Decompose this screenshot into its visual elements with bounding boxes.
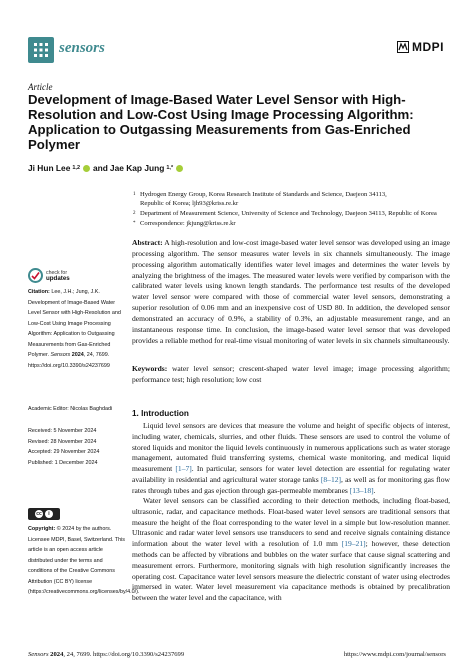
author-affiliation-ref: 1,* bbox=[166, 165, 174, 171]
citation-block bbox=[28, 287, 128, 371]
publication-dates bbox=[28, 426, 128, 468]
cc-icon: cc bbox=[36, 511, 42, 517]
footer-journal-url[interactable]: https://www.mdpi.com/journal/sensors bbox=[343, 651, 446, 658]
by-icon: i bbox=[45, 510, 53, 518]
paragraph bbox=[132, 496, 450, 604]
copyright-label: Copyright: bbox=[28, 526, 56, 532]
check-updates-line2: updates bbox=[46, 274, 70, 282]
abstract-label: Abstract: bbox=[132, 238, 163, 247]
received-date: Received: 5 November 2024 bbox=[28, 428, 97, 434]
citation-journal: Sensors bbox=[50, 352, 71, 358]
correspondence bbox=[133, 219, 450, 228]
check-updates-icon bbox=[28, 268, 43, 283]
check-for-updates-button[interactable] bbox=[28, 268, 70, 283]
body-text-run: Liquid level sensors are devices that measure the volume and height of specific objects of interest, including water, chemicals, slurries, and other fluids. These sensors are used to control the volume of stored liquids and monitor the liquid levels continuously in numerous applications such as water storage management, automated fluid transferring systems, chemical waste monitoring, and medical liquid measurement bbox=[132, 421, 450, 474]
paragraph-runs bbox=[132, 496, 450, 602]
abstract-text: A high-resolution and low-cost image-based water level sensor was developed using an image processing algorithm. The sensor measures water levels in six channels simultaneously. The image processing algorithm automatically identifies water level images and determines the water levels by analyzing the brightness of the images. The measured water levels were verified by comparison with the calibrated water levels using known length standards. The performance test results of the developed water level sensor were compared with those of commercial water level sensors, demonstrating a superior resolution of 0.06 mm and an inexpensive cost of USD 80. In addition, the developed sensor demonstrated an accuracy of 0.9%, a stability of 0.3%, an adjustable measurement range, and an instantaneous response time. In conclusion, the image-based water level sensor that was developed provides a reliable method for real-time visual monitoring of water levels in six channels simultaneously. bbox=[132, 238, 450, 345]
author-name[interactable]: Jae Kap Jung bbox=[109, 163, 165, 173]
citation-doi[interactable]: , 24, 7699. https://doi.org/10.3390/s24237699 bbox=[28, 352, 110, 369]
body-text-run: . In particular, sensors for water level detection are essential for regulating water availability in residential and agricultural water storage tanks bbox=[132, 464, 450, 484]
revised-date: Revised: 28 November 2024 bbox=[28, 438, 97, 445]
author-connector: and bbox=[93, 163, 108, 173]
body-text-run: . bbox=[373, 485, 376, 495]
copyright-text: © 2024 by the authors. Licensee MDPI, Basel, Switzerland. This article is an open access article distributed under the terms and conditions of the Creative Commons Attribution (CC BY) license (https://creativecommons.org/licenses/by/4.0/). bbox=[28, 526, 140, 595]
paragraph-runs bbox=[132, 421, 450, 495]
cc-license-icon[interactable] bbox=[28, 508, 60, 520]
journal-logo-icon bbox=[28, 37, 54, 63]
citation-ref-link[interactable]: [13–18] bbox=[349, 485, 374, 495]
author-list bbox=[28, 163, 184, 173]
orcid-icon[interactable] bbox=[83, 165, 90, 172]
abstract bbox=[132, 238, 450, 346]
author-name[interactable]: Ji Hun Lee bbox=[28, 163, 71, 173]
footer-journal: Sensors bbox=[28, 651, 49, 658]
affiliation-number: * bbox=[133, 221, 136, 226]
footer-doi[interactable]: , 24, 7699. https://doi.org/10.3390/s24237699 bbox=[63, 651, 185, 658]
page-footer bbox=[28, 651, 446, 658]
keywords bbox=[132, 364, 450, 386]
body-text-run: ; however, these detection methods can be affected by vibrations and bubbles on the water surface that cause signal scattering and measurement errors. Furthermore, monitoring signals with high resolution significantly increases the operating cost. Capacitance water level sensors measure the dielectric constant of water using electrodes immersed in water. Water level measurement via capacitance methods is obtained by precalibration between the water level and the capacitance, with bbox=[132, 539, 450, 603]
accepted-date: Accepted: 29 November 2024 bbox=[28, 449, 100, 455]
publisher-logo[interactable] bbox=[397, 40, 444, 54]
publisher-name: MDPI bbox=[412, 40, 444, 54]
body-text-run: , as well as for monitoring gas flow rates through tubes and gas ejection through gas-permeable membranes bbox=[132, 474, 450, 495]
affiliation-line: Correspondence: jkjung@kriss.re.kr bbox=[140, 220, 236, 227]
citation-ref-link[interactable]: [8–12] bbox=[320, 474, 342, 484]
keywords-text: water level sensor; crescent-shaped water level image; image processing algorithm; performance test; high resolution; low cost bbox=[132, 364, 450, 384]
citation-year: 2024 bbox=[71, 352, 84, 358]
academic-editor: Academic Editor: Nicolas Baghdadi bbox=[28, 406, 113, 412]
check-updates-line1: check for bbox=[46, 269, 68, 276]
paper-title: Development of Image-Based Water Level Sensor with High-Resolution and Low-Cost Using Image Processing Algorithm: Application to Outgassing Measurements from Gas-Enriched Polymer bbox=[28, 92, 414, 152]
affiliation-line: Republic of Korea; ljh93@kriss.re.kr bbox=[140, 200, 239, 207]
section-heading: 1. Introduction bbox=[132, 409, 189, 418]
keywords-label: Keywords: bbox=[132, 364, 168, 373]
body-text-run: Water level sensors can be classified according to their detection methods, including float-based, ultrasonic, radar, and capacitance methods. Float-based water level sensors are traditional sensors that measure the height of the float corresponding to the water level in a simple but low-resolution manner. Ultrasonic and radar water level sensors use transducers to send and receive signals containing distance information about the water level with a resolution of 1.0 mm bbox=[132, 496, 450, 549]
affiliation-number: 2 bbox=[133, 211, 136, 216]
affiliation bbox=[133, 209, 450, 218]
footer-year: 2024 bbox=[50, 651, 64, 658]
mdpi-icon bbox=[397, 41, 409, 53]
citation-ref-link[interactable]: [1–7] bbox=[175, 464, 192, 474]
article-type: Article bbox=[28, 82, 53, 92]
paragraph bbox=[132, 421, 450, 497]
orcid-icon[interactable] bbox=[176, 165, 183, 172]
affiliation-line: Hydrogen Energy Group, Korea Research Institute of Standards and Science, Daejeon 34113, bbox=[140, 191, 387, 198]
citation-label: Citation: bbox=[28, 289, 50, 295]
published-date: Published: 1 December 2024 bbox=[28, 459, 98, 466]
author-affiliation-ref: 1,2 bbox=[72, 165, 81, 171]
citation-text: Lee, J.H.; Jung, J.K. Development of Image-Based Water Level Sensor with High-Resolution and Low-Cost Using Image Processing Algorithm: Application to Outgassing Measurements from Gas-Enriched Polymer. bbox=[28, 289, 121, 358]
affiliation-line: Department of Measurement Science, University of Science and Technology, Daejeon 34113, Republic of Korea bbox=[140, 210, 437, 217]
footer-citation bbox=[28, 651, 184, 658]
citation-ref-link[interactable]: [19–21] bbox=[341, 539, 366, 549]
journal-name[interactable]: sensors bbox=[59, 40, 105, 56]
affiliation-number: 1 bbox=[133, 192, 136, 197]
affiliation bbox=[133, 190, 450, 208]
copyright-block bbox=[28, 524, 140, 598]
